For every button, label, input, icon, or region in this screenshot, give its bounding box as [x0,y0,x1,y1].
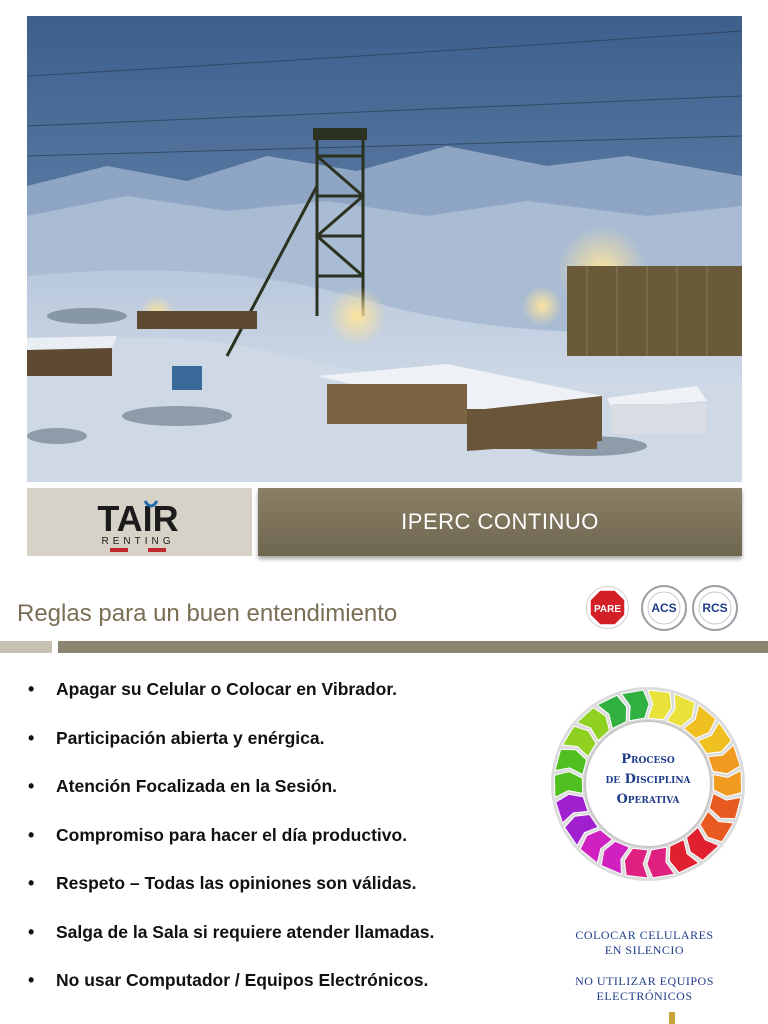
rules-list [28,674,548,1014]
banner-title: IPERC CONTINUO [401,509,599,534]
svg-text:RENTING: RENTING [101,536,175,547]
bullet-icon: • [28,679,35,699]
hero-photo [27,16,742,482]
divider-short [0,641,52,653]
svg-text:ACS: ACS [651,601,677,615]
svg-text:TAIR: TAIR [97,498,179,539]
wheel-label-line-1: Proceso [621,752,675,767]
notice-no-devices [552,974,737,1004]
mine-landscape-illustration [27,16,742,482]
notice-no-devices-line-1: NO UTILIZAR EQUIPOS [575,974,714,988]
list-item: • Participación abierta y enérgica. [28,723,548,772]
list-item: • Atención Focalizada en la Sesión. [28,771,548,820]
list-item: • Respeto – Todas las opiniones son válidas. [28,868,548,917]
svg-text:RCS: RCS [702,601,728,615]
bullet-icon: • [28,824,35,845]
acs-badge [640,584,688,632]
title-banner [258,488,742,556]
bullet-icon: • [28,776,35,796]
wheel-label-line-2: de Disciplina [605,772,691,787]
bullet-icon: • [28,921,35,942]
list-item: • Apagar su Celular o Colocar en Vibrador. [28,674,548,723]
list-item: • No usar Computador / Equipos Electrónicos. [28,965,548,1014]
wheel-label [548,750,748,810]
wheel-label-line-3: Operativa [616,792,680,807]
svg-text:PARE: PARE [593,604,622,615]
section-heading: Reglas para un buen entendimiento [17,600,398,627]
pare-badge [585,585,630,630]
decorative-mark [669,1012,675,1024]
divider-long [58,641,768,653]
rcs-badge [691,584,739,632]
notice-silence-line-1: COLOCAR CELULARES [575,928,714,942]
list-item: • Compromiso para hacer el día productivo. [28,820,548,869]
bullet-icon: • [28,873,35,893]
notice-no-devices-line-2: ELECTRÓNICOS [596,989,693,1003]
tair-renting-logo [88,497,188,555]
notice-silence-line-2: EN SILENCIO [604,943,685,957]
list-item: • Salga de la Sala si requiere atender llamadas. [28,917,548,966]
bullet-icon: • [28,727,35,748]
bullet-icon: • [28,970,35,990]
notice-silence [552,928,737,958]
